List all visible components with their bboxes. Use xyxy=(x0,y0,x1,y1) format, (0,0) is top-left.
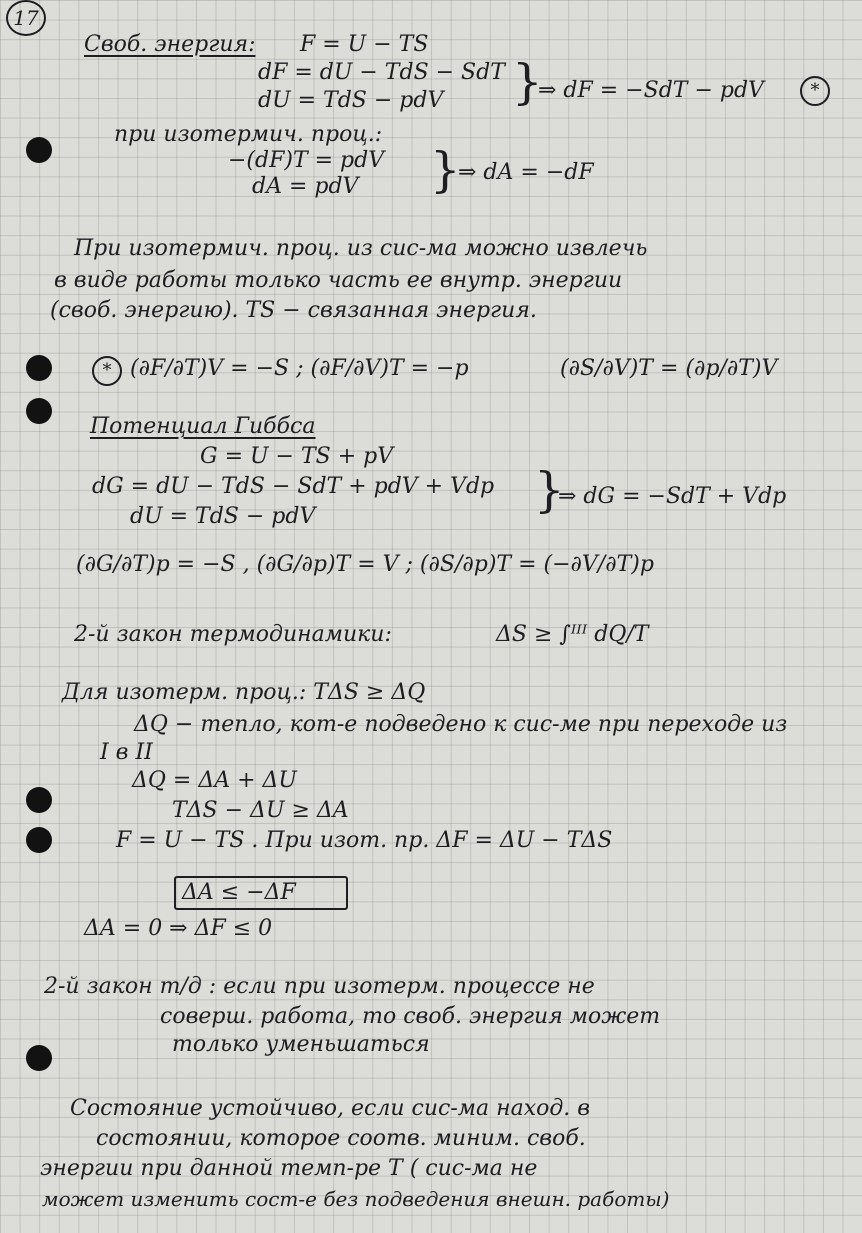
text-isotherm-proc: Для изотерм. проц.: TΔS ≥ ΔQ xyxy=(62,680,426,705)
formula-G: G = U − TS + pV xyxy=(200,444,394,469)
formula-dG: dG = dU − TdS − SdT + pdV + Vdp xyxy=(92,474,495,499)
brace-3: } xyxy=(534,462,565,518)
boxed-formula: ΔA ≤ −ΔF xyxy=(174,876,348,910)
punch-hole-6 xyxy=(26,1045,52,1071)
text-line-25: 2-й закон т/д : если при изотерм. процессе не xyxy=(44,974,595,999)
text-line-31: может изменить сост-е без подведения внешн. работы) xyxy=(42,1187,670,1211)
punch-hole-1 xyxy=(26,137,52,163)
formula-free-energy: F = U − TS xyxy=(300,32,429,57)
section-title-free-energy: Своб. энергия: xyxy=(84,32,256,57)
punch-hole-3 xyxy=(26,398,52,424)
formula-partials-1: (∂F/∂T)V = −S ; (∂F/∂V)T = −p xyxy=(130,356,469,381)
result-dG: ⇒ dG = −SdT + Vdp xyxy=(558,484,787,509)
star-mark-2: * xyxy=(92,356,122,386)
text-line-29: состоянии, которое соотв. миним. своб. xyxy=(96,1126,586,1151)
result-dF: ⇒ dF = −SdT − pdV xyxy=(538,78,764,103)
text-isothermal: при изотермич. проц.: xyxy=(114,122,383,147)
text-line-7: При изотермич. проц. из сис-ма можно извлечь xyxy=(74,236,648,261)
section-title-gibbs: Потенциал Гиббса xyxy=(90,414,316,439)
star-mark-1: * xyxy=(800,76,830,106)
text-line-26: соверш. работа, то своб. энергия может xyxy=(160,1004,661,1029)
formula-dU: dU = TdS − pdV xyxy=(258,88,444,113)
text-line-9: (своб. энергию). TS − связанная энергия. xyxy=(50,298,537,323)
formula-minus-dF: −(dF)T = pdV xyxy=(228,148,385,173)
brace-2: } xyxy=(430,142,461,198)
formula-dQ: ΔQ = ΔA + ΔU xyxy=(132,768,297,793)
page-number: 17 xyxy=(6,0,46,36)
brace-1: } xyxy=(512,54,543,110)
text-line-8: в виде работы только часть ее внутр. энергии xyxy=(54,268,623,293)
formula-F-isotherm: F = U − TS . При изот. пр. ΔF = ΔU − TΔS xyxy=(116,828,613,853)
formula-partials-gibbs: (∂G/∂T)p = −S , (∂G/∂p)T = V ; (∂S/∂p)T = (−∂V/∂T)p xyxy=(76,552,654,577)
text-line-19: I в II xyxy=(100,740,153,765)
formula-TdS: TΔS − ΔU ≥ ΔA xyxy=(172,798,349,823)
formula-entropy: ΔS ≥ ∫ᴵᴵᴵ dQ/T xyxy=(496,622,649,647)
formula-dA-zero: ΔA = 0 ⇒ ΔF ≤ 0 xyxy=(84,916,273,941)
result-dA: ⇒ dA = −dF xyxy=(458,160,594,185)
text-line-27: только уменьшаться xyxy=(172,1032,430,1057)
formula-dF: dF = dU − TdS − SdT xyxy=(258,60,505,85)
formula-partials-2: (∂S/∂V)T = (∂p/∂T)V xyxy=(560,356,778,381)
formula-dU-2: dU = TdS − pdV xyxy=(130,504,316,529)
punch-hole-5 xyxy=(26,827,52,853)
text-line-28: Состояние устойчиво, если сис-ма наход. в xyxy=(70,1096,591,1121)
text-line-30: энергии при данной темп-ре T ( сис-ма не xyxy=(40,1156,538,1181)
formula-dA: dA = pdV xyxy=(252,174,359,199)
text-line-18: ΔQ − тепло, кот-е подведено к сис-ме при переходе из xyxy=(134,712,788,737)
punch-hole-4 xyxy=(26,787,52,813)
text-second-law: 2-й закон термодинамики: xyxy=(74,622,392,647)
punch-hole-2 xyxy=(26,355,52,381)
